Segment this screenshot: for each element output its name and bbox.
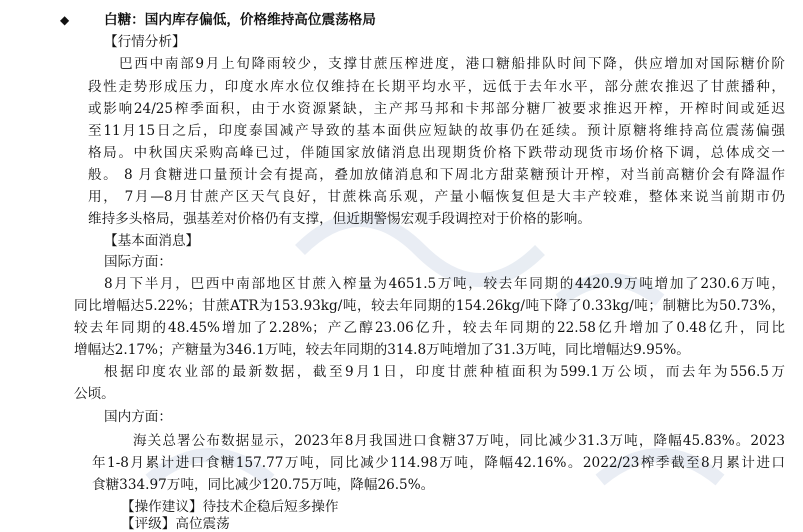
paragraph-line: 食糖334.97万吨，同比减少120.75万吨，降幅26.5%。 [92, 477, 435, 493]
paragraph-line: 般。 8 月食糖进口量预计会有提高，叠加放储消息和下周北方甜菜糖预计开榨，对当前高糖价会有降温作 [88, 167, 785, 183]
paragraph-line: 公顷。 [74, 386, 115, 402]
section-title: 白糖：国内库存偏低，价格维持高位震荡格局 [104, 12, 376, 28]
rating-label: 【评级】 [121, 516, 176, 532]
paragraph-line: 巴西中南部9月上旬降雨较少，支撑甘蔗压榨进度，港口糖船排队时间下降，供应增加对国际糖价阶 [119, 56, 785, 72]
paragraph-line: 用， 7月—8月甘蔗产区天气良好，甘蔗株高乐观，产量小幅恢复但是大丰产较难，整体来说当前期市仍 [88, 189, 785, 205]
paragraph-line: 海关总署公布数据显示，2023年8月我国进口食糖37万吨，同比减少31.3万吨，降幅45.83%。2023 [133, 433, 785, 449]
paragraph-line: 根据印度农业部的最新数据，截至9月1日，印度甘蔗种植面积为599.1万公顷，而去年为556.5万 [104, 364, 785, 380]
paragraph-line: 较去年同期的48.45%增加了2.28%；产乙醇23.06亿升，较去年同期的22.58亿升增加了0.48亿升，同比 [74, 320, 785, 336]
paragraph-line: 同比增幅达5.22%；甘蔗ATR为153.93kg/吨，较去年同期的154.26kg/吨下降了0.33kg/吨；制糖比为50.73%， [74, 298, 785, 314]
paragraph-line: 至11月15日之后，印度泰国减产导致的基本面供应短缺的故事仍在延续。预计原糖将维持高位震荡偏强 [88, 123, 785, 139]
fundamentals-label: 【基本面消息】 [104, 233, 200, 249]
market-analysis-label: 【行情分析】 [104, 34, 186, 50]
international-label: 国际方面： [104, 254, 172, 270]
rating [121, 518, 230, 530]
paragraph-line: 8月下半月，巴西中南部地区甘蔗入榨量为4651.5万吨，较去年同期的4420.9万吨增加了230.6万吨， [104, 276, 785, 292]
domestic-label: 国内方面： [104, 409, 172, 425]
rating-text: 高位震荡 [175, 516, 230, 532]
operation-label: 【操作建议】 [121, 499, 203, 515]
operation-text: 待技术企稳后短多操作 [202, 499, 339, 515]
paragraph-line: 或影响24/25榨季面积，由于水资源紧缺，主产邦马邦和卡邦部分糖厂被要求推迟开榨，开榨时间或延迟 [88, 101, 785, 117]
diamond-bullet-icon: ◆ [60, 13, 70, 27]
paragraph-line: 增幅达2.17%；产糖量为346.1万吨，较去年同期的314.8万吨增加了31.3万吨，同比增幅达9.95%。 [74, 342, 690, 358]
paragraph-line: 年1-8月累计进口食糖157.77万吨，同比减少114.98万吨，降幅42.16%。2022/23榨季截至8月累计进口 [92, 455, 785, 471]
paragraph-line: 维持多头格局，强基差对价格仍有支撑，但近期警惕宏观手段调控对于价格的影响。 [88, 211, 591, 227]
operation-advice [121, 496, 339, 518]
paragraph-line: 格局。中秋国庆采购高峰已过，伴随国家放储消息出现期货价格下跌带动现货市场价格下调，总体成交一 [88, 145, 785, 161]
paragraph-line: 段性走势形成压力，印度水库水位仅维持在长期平均水平，远低于去年水平，部分蔗农推迟了甘蔗播种， [88, 79, 785, 95]
